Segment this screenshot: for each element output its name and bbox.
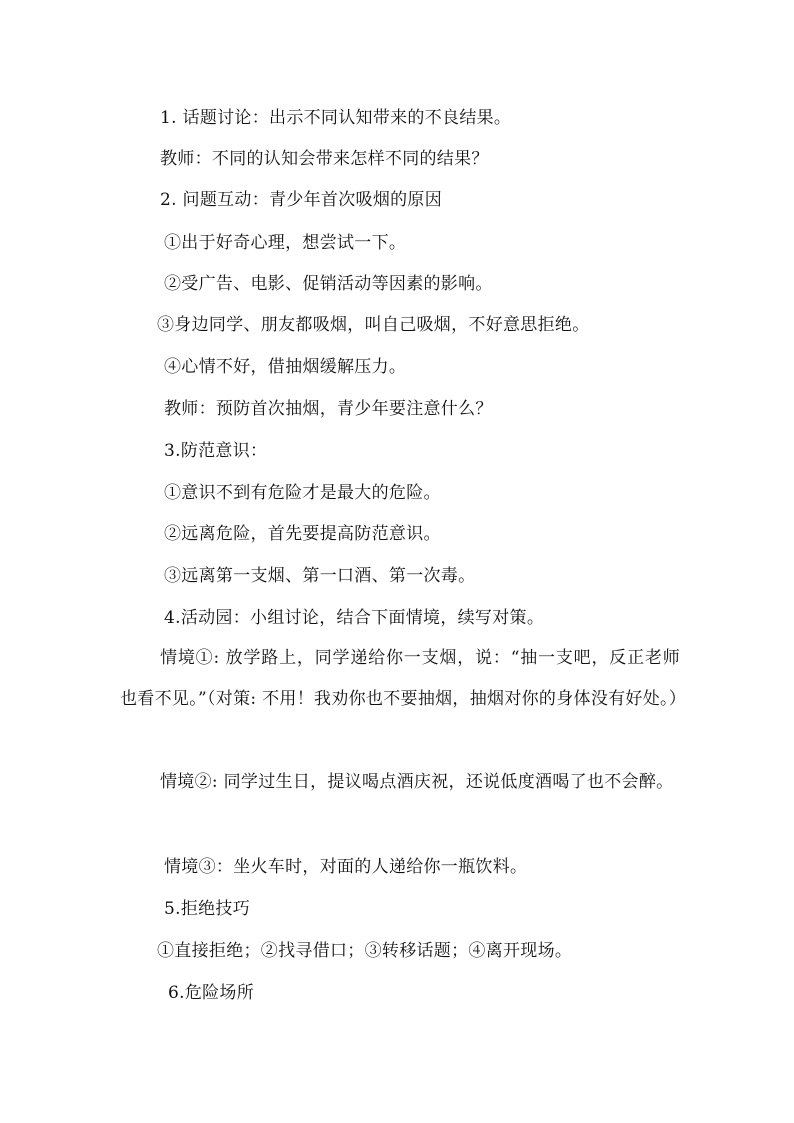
reason-item-2: ②受广告、电影、促销活动等因素的影响。	[164, 274, 493, 294]
activity-heading: 4.活动园：小组讨论，结合下面情境，续写对策。	[164, 608, 545, 628]
awareness-item-3: ③远离第一支烟、第一口酒、第一次毒。	[164, 566, 476, 586]
scenario-3-line: 情境③：坐火车时，对面的人递给你一瓶饮料。	[164, 857, 528, 877]
topic-discussion-heading: 1. 话题讨论：出示不同认知带来的不良结果。	[160, 108, 512, 128]
awareness-item-2: ②远离危险，首先要提高防范意识。	[164, 524, 441, 544]
prevention-awareness-heading: 3.防范意识：	[164, 441, 268, 461]
teacher-question-1: 教师：不同的认知会带来怎样不同的结果？	[160, 149, 489, 169]
scenario-1-paragraph: 情境①: 放学路上，同学递给你一支烟，说：“抽一支吧，反正老师也看不见。”（对策: 不用！我劝你也不要抽烟，抽烟对你的身体没有好处。）	[120, 648, 687, 709]
refusal-skills-heading: 5.拒绝技巧	[164, 899, 251, 919]
reason-item-1: ①出于好奇心理，想尝试一下。	[164, 233, 407, 253]
refusal-skills-items: ①直接拒绝；②找寻借口；③转移话题；④离开现场。	[157, 941, 573, 961]
scenario-2-paragraph: 情境②: 同学过生日，提议喝点酒庆祝，还说低度酒喝了也不会醉。	[160, 772, 674, 792]
question-interaction-heading: 2. 问题互动：青少年首次吸烟的原因	[160, 190, 443, 210]
reason-item-4: ④心情不好，借抽烟缓解压力。	[164, 357, 407, 377]
awareness-item-1: ①意识不到有危险才是最大的危险。	[164, 483, 441, 503]
reason-item-3: ③身边同学、朋友都吸烟，叫自己吸烟，不好意思拒绝。	[157, 315, 590, 335]
teacher-question-2: 教师：预防首次抽烟，青少年要注意什么？	[164, 399, 493, 419]
dangerous-places-heading: 6.危险场所	[168, 983, 255, 1003]
